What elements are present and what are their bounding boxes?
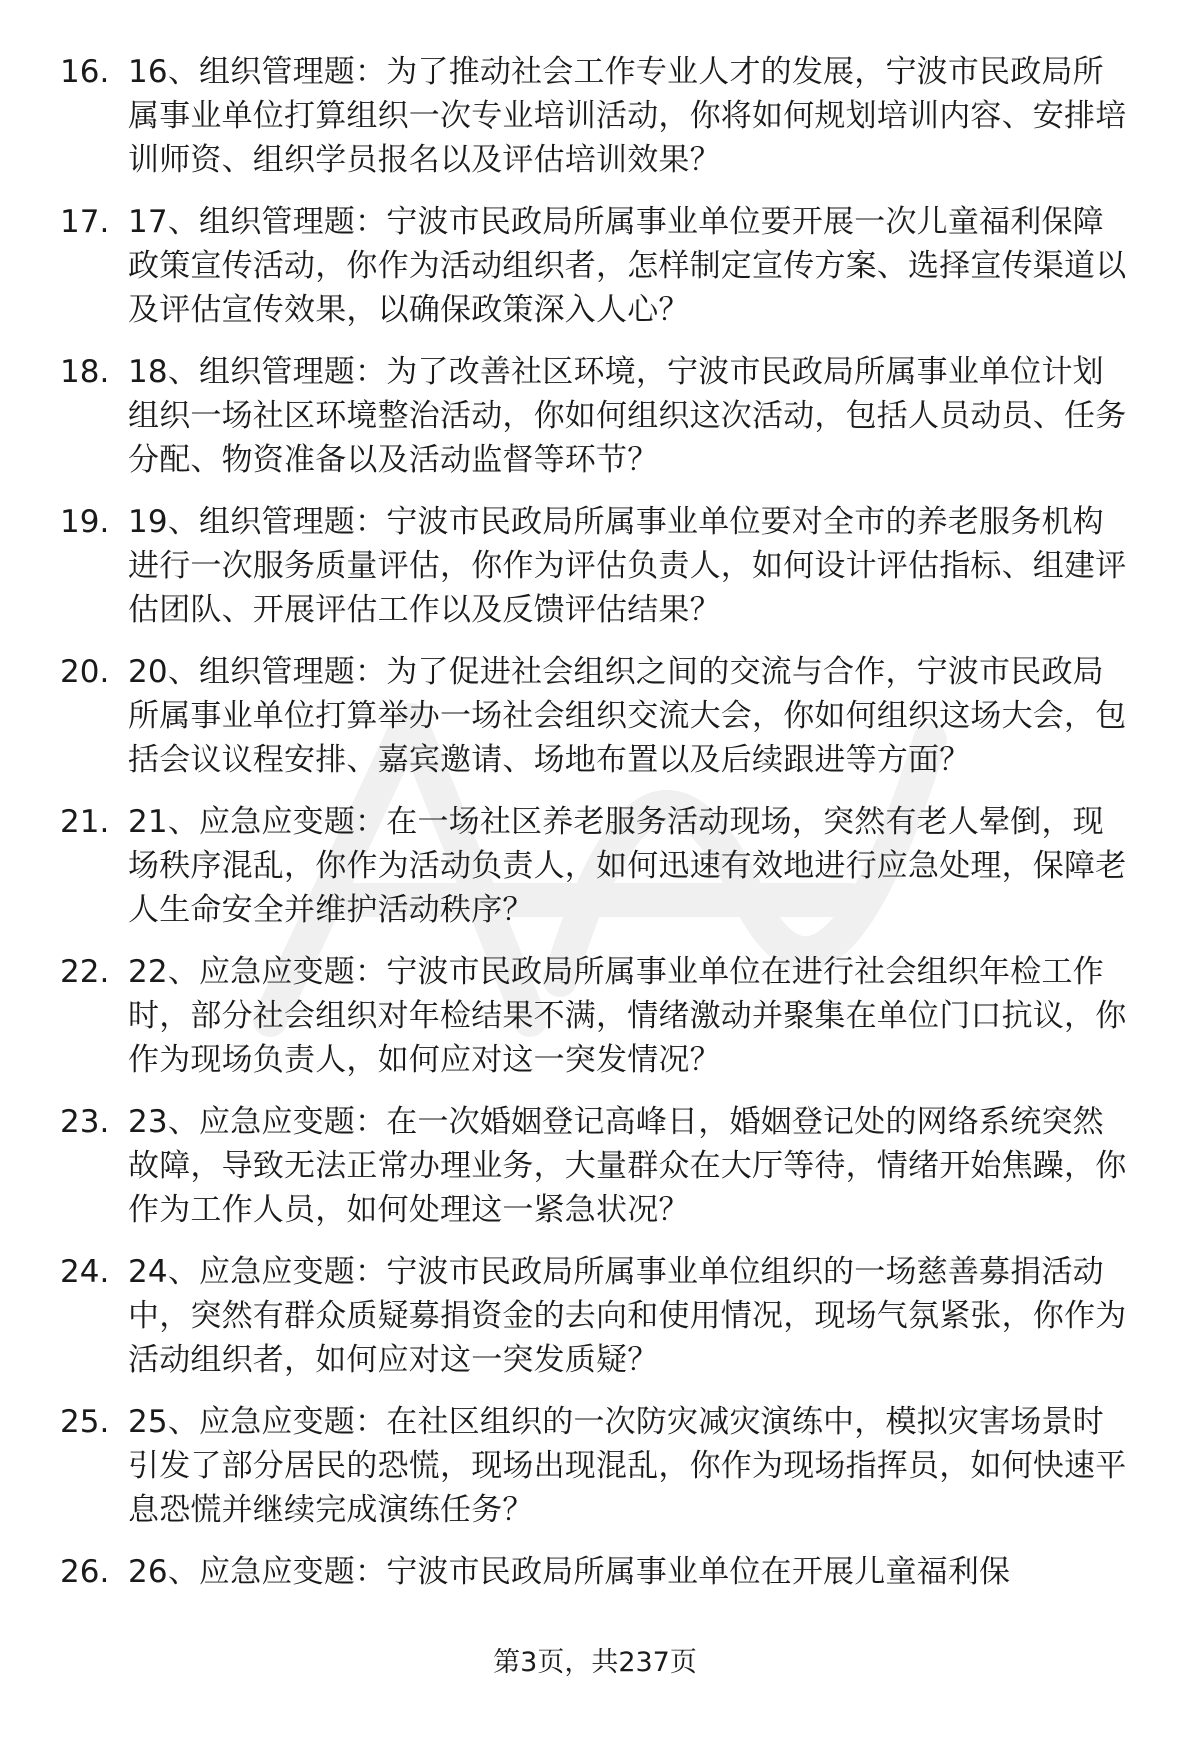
- list-item: [60, 1400, 1150, 1532]
- list-item: [60, 1250, 1150, 1382]
- item-text: 21、应急应变题：在一场社区养老服务活动现场，突然有老人晕倒，现场秩序混乱，你作为活动负责人，如何迅速有效地进行应急处理，保障老人生命安全并维护活动秩序？: [128, 804, 1127, 928]
- item-number: 21.: [60, 804, 110, 840]
- item-text: 18、组织管理题：为了改善社区环境，宁波市民政局所属事业单位计划组织一场社区环境整治活动，你如何组织这次活动，包括人员动员、任务分配、物资准备以及活动监督等环节？: [128, 354, 1127, 478]
- item-text: 26、应急应变题：宁波市民政局所属事业单位在开展儿童福利保: [128, 1554, 1011, 1590]
- item-text: 20、组织管理题：为了促进社会组织之间的交流与合作，宁波市民政局所属事业单位打算举办一场社会组织交流大会，你如何组织这场大会，包括会议议程安排、嘉宾邀请、场地布置以及后续跟进等方面？: [128, 654, 1127, 778]
- list-item: [60, 50, 1150, 182]
- list-item: [60, 350, 1150, 482]
- list-item: [60, 650, 1150, 782]
- item-text: 19、组织管理题：宁波市民政局所属事业单位要对全市的养老服务机构进行一次服务质量评估，你作为评估负责人，如何设计评估指标、组建评估团队、开展评估工作以及反馈评估结果？: [128, 504, 1127, 628]
- item-text: 17、组织管理题：宁波市民政局所属事业单位要开展一次儿童福利保障政策宣传活动，你作为活动组织者，怎样制定宣传方案、选择宣传渠道以及评估宣传效果，以确保政策深入人心？: [128, 204, 1127, 328]
- item-number: 20.: [60, 654, 110, 690]
- item-number: 18.: [60, 354, 110, 390]
- list-item: [60, 1550, 1150, 1594]
- item-number: 26.: [60, 1554, 110, 1590]
- list-item: [60, 500, 1150, 632]
- list-item: [60, 800, 1150, 932]
- item-number: 19.: [60, 504, 110, 540]
- item-number: 17.: [60, 204, 110, 240]
- item-text: 25、应急应变题：在社区组织的一次防灾减灾演练中，模拟灾害场景时引发了部分居民的恐慌，现场出现混乱，你作为现场指挥员，如何快速平息恐慌并继续完成演练任务？: [128, 1404, 1127, 1528]
- item-number: 23.: [60, 1104, 110, 1140]
- item-text: 23、应急应变题：在一次婚姻登记高峰日，婚姻登记处的网络系统突然故障，导致无法正常办理业务，大量群众在大厅等待，情绪开始焦躁，你作为工作人员，如何处理这一紧急状况？: [128, 1104, 1127, 1228]
- item-text: 16、组织管理题：为了推动社会工作专业人才的发展，宁波市民政局所属事业单位打算组织一次专业培训活动，你将如何规划培训内容、安排培训师资、组织学员报名以及评估培训效果？: [128, 54, 1127, 178]
- list-item: [60, 950, 1150, 1082]
- question-list: [60, 50, 1150, 1612]
- item-number: 22.: [60, 954, 110, 990]
- item-number: 16.: [60, 54, 110, 90]
- list-item: [60, 200, 1150, 332]
- page-footer: 第3页，共237页: [493, 1647, 697, 1678]
- item-text: 24、应急应变题：宁波市民政局所属事业单位组织的一场慈善募捐活动中，突然有群众质疑募捐资金的去向和使用情况，现场气氛紧张，你作为活动组织者，如何应对这一突发质疑？: [128, 1254, 1127, 1378]
- item-number: 24.: [60, 1254, 110, 1290]
- list-item: [60, 1100, 1150, 1232]
- item-number: 25.: [60, 1404, 110, 1440]
- item-text: 22、应急应变题：宁波市民政局所属事业单位在进行社会组织年检工作时，部分社会组织对年检结果不满，情绪激动并聚集在单位门口抗议，你作为现场负责人，如何应对这一突发情况？: [128, 954, 1127, 1078]
